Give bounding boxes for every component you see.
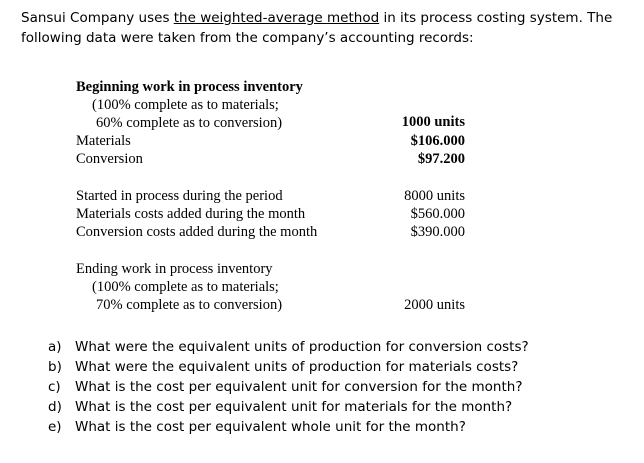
question-item — [48, 377, 529, 397]
conversion-added-value: $390.000 — [410, 224, 465, 240]
beginning-conversion-label: Conversion — [76, 151, 143, 167]
question-marker: d) — [48, 399, 62, 415]
ending-wip-heading: Ending work in process inventory — [76, 261, 273, 277]
beginning-wip-heading: Beginning work in process inventory — [76, 79, 303, 95]
intro-text-before: Sansui Company uses — [21, 10, 174, 26]
materials-added-label: Materials costs added during the month — [76, 206, 306, 222]
materials-added-value: $560.000 — [410, 206, 465, 222]
question-marker: b) — [48, 359, 62, 375]
intro-text-after: in its process costing system. The following data were taken from the company’s accounting records: — [21, 10, 613, 46]
question-marker: a) — [48, 339, 62, 355]
question-marker: c) — [48, 379, 61, 395]
beginning-wip-materials-pct: (100% complete as to materials; — [92, 97, 279, 113]
started-label: Started in process during the period — [76, 188, 283, 204]
question-text: What is the cost per equivalent unit for materials for the month? — [75, 399, 513, 415]
question-text: What were the equivalent units of production for materials costs? — [75, 359, 519, 375]
question-item — [48, 417, 529, 437]
conversion-added-label: Conversion costs added during the month — [76, 224, 318, 240]
beginning-materials-label: Materials — [76, 133, 131, 149]
started-value: 8000 units — [404, 188, 465, 204]
ending-wip-conversion-pct: 70% complete as to conversion) — [96, 297, 283, 313]
question-text: What is the cost per equivalent unit for conversion for the month? — [75, 379, 523, 395]
question-text: What were the equivalent units of production for conversion costs? — [75, 339, 529, 355]
question-item — [48, 337, 529, 357]
intro-paragraph — [21, 8, 631, 48]
question-marker: e) — [48, 419, 62, 435]
question-text: What is the cost per equivalent whole unit for the month? — [75, 419, 466, 435]
beginning-conversion-value: $97.200 — [417, 151, 465, 167]
beginning-materials-value: $106.000 — [410, 133, 465, 149]
question-item — [48, 397, 529, 417]
questions-list — [48, 337, 529, 437]
weighted-average-method: the weighted-average method — [173, 10, 380, 26]
beginning-wip-units: 1000 units — [401, 114, 465, 130]
question-item — [48, 357, 529, 377]
ending-wip-units: 2000 units — [404, 297, 465, 313]
beginning-wip-conversion-pct: 60% complete as to conversion) — [96, 115, 283, 131]
ending-wip-materials-pct: (100% complete as to materials; — [92, 279, 279, 295]
